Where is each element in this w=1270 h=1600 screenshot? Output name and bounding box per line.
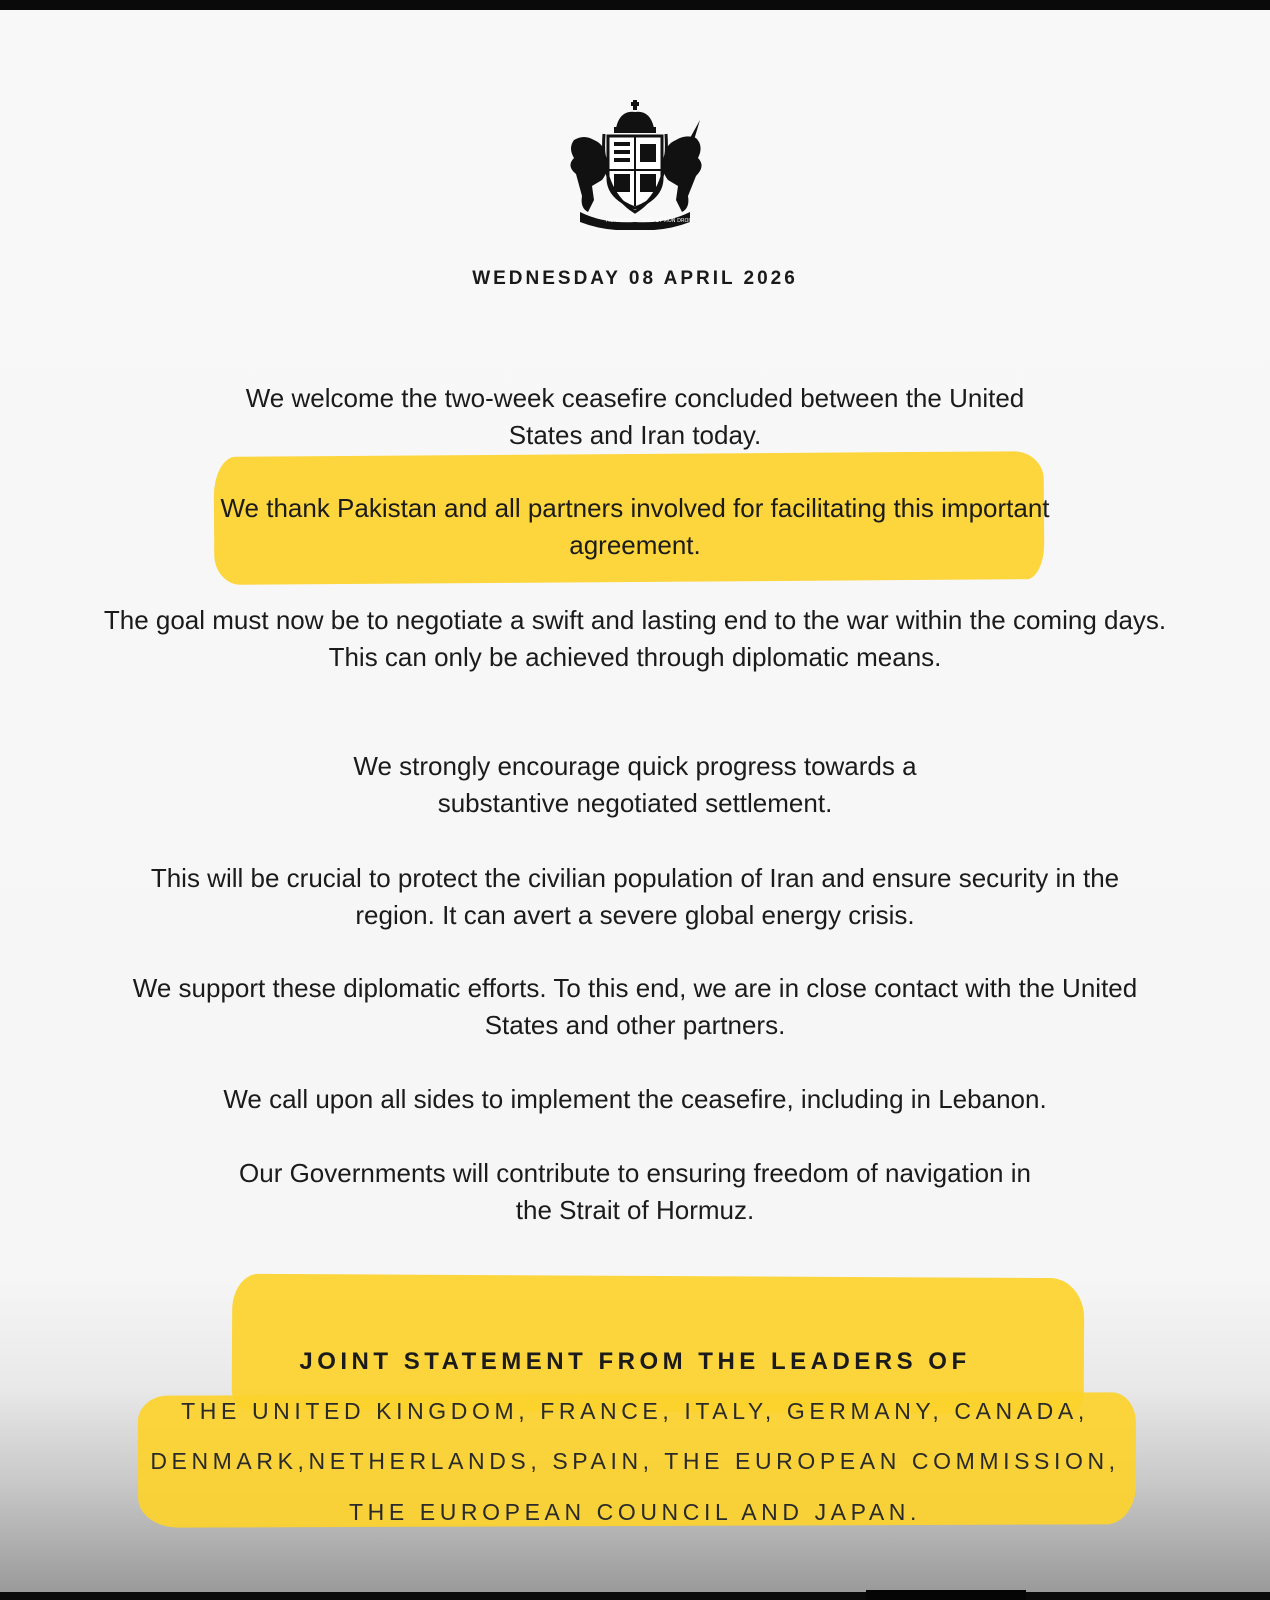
joint-statement-title: JOINT STATEMENT FROM THE LEADERS OF [299, 1348, 971, 1375]
paragraph: We call upon all sides to implement the ceasefire, including in Lebanon. [223, 1084, 1047, 1114]
paragraph: This will be crucial to protect the civilian population of Iran and ensure security in the region. It can avert a severe global energy crisis. [150, 863, 1120, 930]
paragraph: We welcome the two-week ceasefire concluded between the United States and Iran today. [245, 383, 1025, 450]
signatory-line: THE EUROPEAN COUNCIL AND JAPAN. [348, 1499, 921, 1525]
paragraph: Our Governments will contribute to ensuring freedom of navigation in the Strait of Hormuz. [239, 1158, 1031, 1225]
svg-text:DIEU ET MON DROIT: DIEU ET MON DROIT [642, 218, 693, 224]
svg-text:HONI SOIT: HONI SOIT [606, 218, 633, 224]
signatory-line: DENMARK,NETHERLANDS, SPAIN, THE EUROPEAN COMMISSION, [150, 1448, 1120, 1474]
statement-date: WEDNESDAY 08 APRIL 2026 [472, 268, 798, 289]
royal-coat-of-arms-logo [564, 100, 706, 230]
document-page [0, 10, 1270, 1592]
signatory-line: THE UNITED KINGDOM, FRANCE, ITALY, GERMANY, CANADA, [181, 1398, 1089, 1424]
paragraph: We support these diplomatic efforts. To this end, we are in close contact with the United States and other partners. [132, 973, 1138, 1040]
paragraph: The goal must now be to negotiate a swift and lasting end to the war within the coming days. This can only be achieved through diplomatic means. [103, 605, 1167, 672]
paragraph-highlighted: We thank Pakistan and all partners involved for facilitating this important agreement. [220, 493, 1050, 560]
paragraph: We strongly encourage quick progress towards a substantive negotiated settlement. [353, 751, 917, 818]
screen-edge [866, 1590, 1026, 1600]
